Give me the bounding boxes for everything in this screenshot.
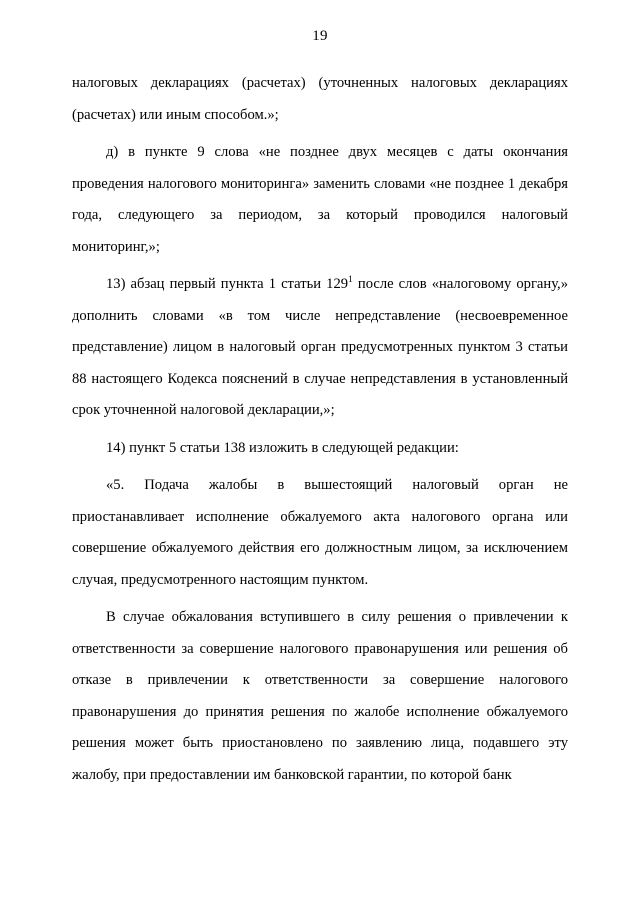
paragraph-6: В случае обжалования вступившего в силу решения о привлечении к ответственности за совершение налогового правонарушения или решения об отказе в привлечении к ответственности за совершение налогового правонарушения до принятия решения по жалобе исполнение обжалуемого решения может быть приостановлено по заявлению лица, подавшего эту жалобу, при предоставлении им банковской гарантии, по которой банк xyxy=(72,609,568,783)
paragraph-1: налоговых декларациях (расчетах) (уточненных налоговых декларациях (расчетах) или иным способом.»; xyxy=(72,75,568,123)
document-body xyxy=(72,68,568,791)
page-number: 19 xyxy=(312,28,328,44)
paragraph-5: «5. Подача жалобы в вышестоящий налоговый орган не приостанавливает исполнение обжалуемого акта налогового органа или совершение обжалуемого действия его должностным лицом, за исключением случая, предусмотренного настоящим пунктом. xyxy=(72,477,568,588)
paragraph-3-text-after: после слов «налоговому органу,» дополнить словами «в том числе непредставление (несвоевременное представление) лицом в налоговый орган предусмотренных пунктом 3 статьи 88 настоящего Кодекса пояснений в случае непредставления в установленный срок уточненной налоговой декларации,»; xyxy=(72,276,569,418)
paragraph-2: д) в пункте 9 слова «не позднее двух месяцев с даты окончания проведения налогового мониторинга» заменить словами «не позднее 1 декабря года, следующего за периодом, за который проводился налоговый мониторинг,»; xyxy=(72,144,568,255)
paragraph-4: 14) пункт 5 статьи 138 изложить в следующей редакции: xyxy=(106,439,459,456)
footnote-marker: 1 xyxy=(348,275,353,286)
paragraph-3-text-before: 13) абзац первый пункта 1 статьи 129 xyxy=(106,276,349,292)
paragraph-3 xyxy=(72,269,568,427)
